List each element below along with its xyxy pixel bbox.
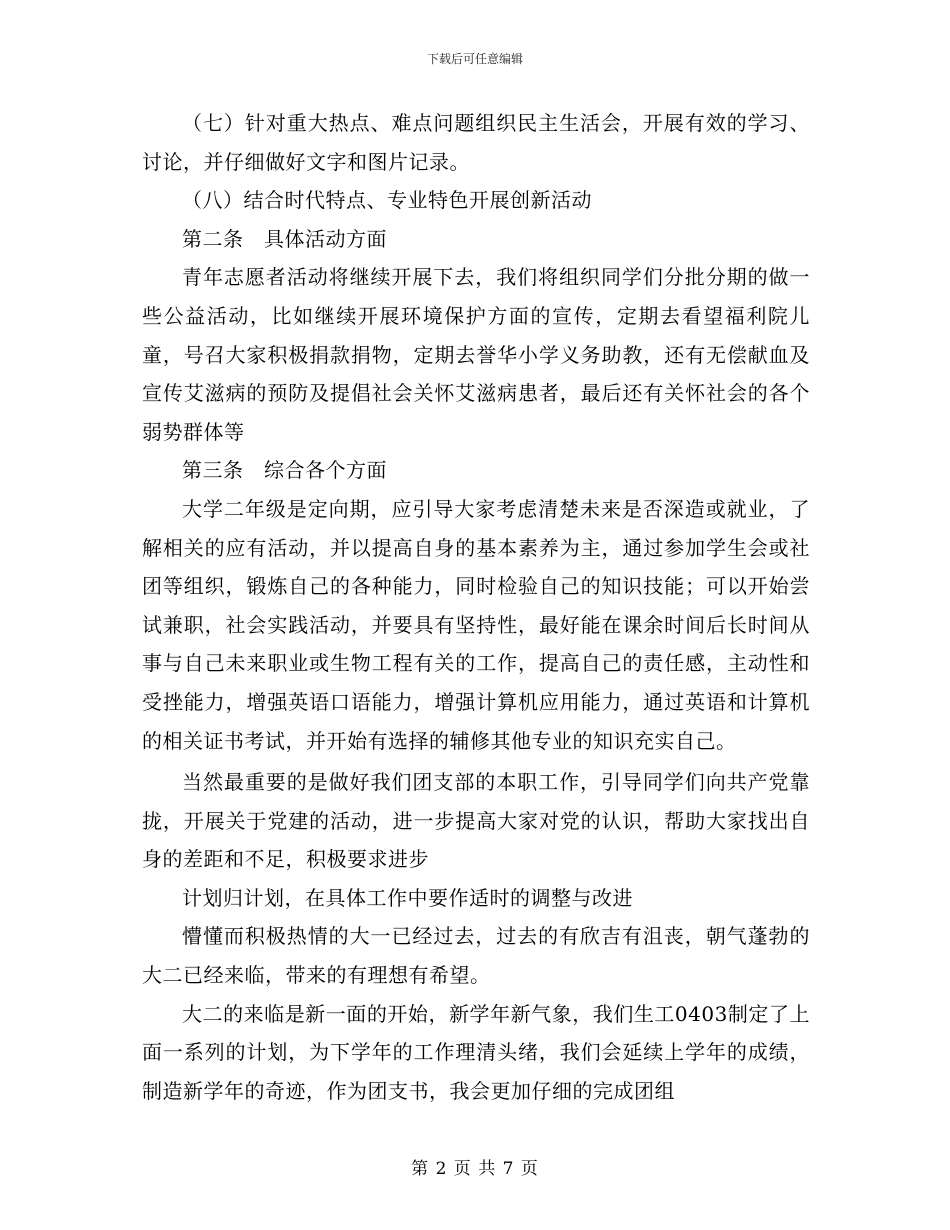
paragraph-plan-adjustment: 计划归计划，在具体工作中要作适时的调整与改进 [182, 885, 633, 910]
document-body [142, 104, 810, 1110]
paragraph-item-7: （七）针对重大热点、难点问题组织民主生活会，开展有效的学习、讨论，并仔细做好文字和图片记录。 [142, 111, 810, 174]
paragraph-freshman-year-past: 懵懂而积极热情的大一已经过去，过去的有欣吉有沮丧，朝气蓬勃的大二已经来临，带来的有理想有希望。 [142, 924, 810, 988]
page-header: 下载后可任意编辑 [426, 52, 523, 66]
paragraph-sophomore-year-start: 大二的来临是新一面的开始，新学年新气象，我们生工0403制定了上面一系列的计划，为下学年的工作理清头绪，我们会延续上学年的成绩，制造新学年的奇迹，作为团支书，我会更加仔细的完成团组 [142, 1001, 810, 1103]
paragraph-sophomore-orientation: 大学二年级是定向期，应引导大家考虑清楚未来是否深造或就业，了解相关的应有活动，并以提高自身的基本素养为主，通过参加学生会或社团等组织，锻炼自己的各种能力，同时检验自己的知识技能；可以开始尝试兼职，社会实践活动，并要具有坚持性，最好能在课余时间后长时间从事与自己未来职业或生物工程有关的工作，提高自己的责任感，主动性和受挫能力，增强英语口语能力，增强计算机应用能力，通过英语和计算机的相关证书考试，并开始有选择的辅修其他专业的知识充实自己。 [142, 496, 810, 753]
page-number-footer: 第 2 页 共 7 页 [411, 1159, 539, 1179]
paragraph-league-branch-work: 当然最重要的是做好我们团支部的本职工作，引导同学们向共产党靠拢，开展关于党建的活动，进一步提高大家对党的认识，帮助大家找出自身的差距和不足，积极要求进步 [142, 770, 810, 872]
section-heading-article-2: 第二条 具体活动方面 [182, 226, 387, 251]
paragraph-volunteer-activities: 青年志愿者活动将继续开展下去，我们将组织同学们分批分期的做一些公益活动，比如继续开展环境保护方面的宣传，定期去看望福利院儿童，号召大家积极捐款捐物，定期去誉华小学义务助教，还有无偿献血及宣传艾滋病的预防及提倡社会关怀艾滋病患者，最后还有关怀社会的各个弱势群体等 [142, 265, 810, 444]
section-heading-article-3: 第三条 综合各个方面 [182, 458, 387, 483]
paragraph-item-8: （八）结合时代特点、专业特色开展创新活动 [182, 188, 592, 213]
